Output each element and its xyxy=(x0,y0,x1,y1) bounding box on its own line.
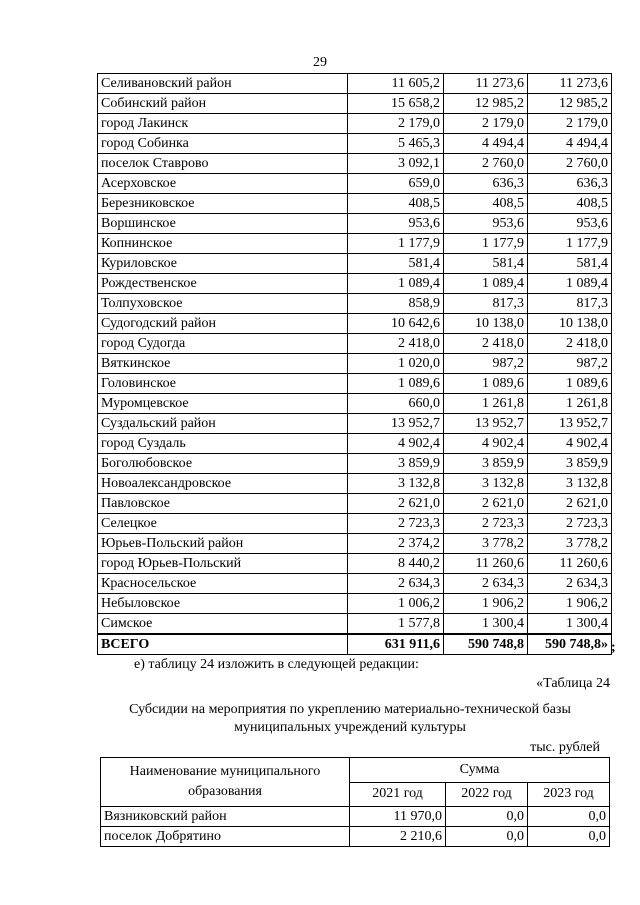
value-2023-cell: 2 179,0 xyxy=(528,114,612,134)
value-2023-cell: 3 778,2 xyxy=(528,534,612,554)
value-2021-cell: 858,9 xyxy=(348,294,444,314)
budget-table-body xyxy=(98,74,612,655)
value-2021-cell: 2 634,3 xyxy=(348,574,444,594)
value-2021-cell: 1 577,8 xyxy=(348,614,444,635)
table-row xyxy=(98,614,612,635)
value-2023-cell: 4 494,4 xyxy=(528,134,612,154)
value-2023-cell: 2 760,0 xyxy=(528,154,612,174)
value-2022-cell: 1 906,2 xyxy=(444,594,528,614)
municipality-cell: Красносельское xyxy=(98,574,348,594)
value-2023-cell: 953,6 xyxy=(528,214,612,234)
municipality-cell: Судогодский район xyxy=(98,314,348,334)
value-2021-cell: 659,0 xyxy=(348,174,444,194)
value-2022-cell: 11 260,6 xyxy=(444,554,528,574)
table-row xyxy=(98,374,612,394)
table-row xyxy=(98,194,612,214)
value-2022-cell: 2 621,0 xyxy=(444,494,528,514)
value-2022-cell: 0,0 xyxy=(446,827,528,847)
value-2022-cell: 3 859,9 xyxy=(444,454,528,474)
table-row xyxy=(98,254,612,274)
table-row xyxy=(101,807,610,827)
value-2023-cell: 3 132,8 xyxy=(528,474,612,494)
value-2021-cell: 2 210,6 xyxy=(350,827,446,847)
value-2021-cell: 1 089,4 xyxy=(348,274,444,294)
value-2023-cell: 1 261,8 xyxy=(528,394,612,414)
value-2021-cell: 3 859,9 xyxy=(348,454,444,474)
value-2021-cell: 5 465,3 xyxy=(348,134,444,154)
municipality-cell: Павловское xyxy=(98,494,348,514)
value-2022-cell: 636,3 xyxy=(444,174,528,194)
municipality-cell: город Лакинск xyxy=(98,114,348,134)
value-2022-cell: 1 300,4 xyxy=(444,614,528,635)
table-row xyxy=(98,234,612,254)
value-2022-cell: 3 132,8 xyxy=(444,474,528,494)
value-2022-cell: 1 089,6 xyxy=(444,374,528,394)
value-2023-cell: 581,4 xyxy=(528,254,612,274)
value-2023-cell: 1 906,2 xyxy=(528,594,612,614)
value-2023-cell: 2 723,3 xyxy=(528,514,612,534)
value-2021-cell: 3 132,8 xyxy=(348,474,444,494)
value-2023-cell: 2 634,3 xyxy=(528,574,612,594)
table-row xyxy=(98,594,612,614)
value-2022-cell: 408,5 xyxy=(444,194,528,214)
municipality-cell: город Судогда xyxy=(98,334,348,354)
table-row xyxy=(98,354,612,374)
table-row xyxy=(98,494,612,514)
value-2022-cell: 12 985,2 xyxy=(444,94,528,114)
total-2021: 631 911,6 xyxy=(348,634,444,655)
municipality-cell: Симское xyxy=(98,614,348,635)
value-2021-cell: 11 970,0 xyxy=(350,807,446,827)
municipality-cell: Куриловское xyxy=(98,254,348,274)
table-row xyxy=(98,394,612,414)
municipality-cell: Головинское xyxy=(98,374,348,394)
value-2023-cell: 11 273,6 xyxy=(528,74,612,94)
table-row xyxy=(98,534,612,554)
value-2023-cell: 2 621,0 xyxy=(528,494,612,514)
value-2023-cell: 1 300,4 xyxy=(528,614,612,635)
table-row xyxy=(98,574,612,594)
municipality-cell: Воршинское xyxy=(98,214,348,234)
municipality-cell: Боголюбовское xyxy=(98,454,348,474)
value-2021-cell: 2 418,0 xyxy=(348,334,444,354)
page-number: 29 xyxy=(313,55,327,70)
table-row xyxy=(98,174,612,194)
table-row xyxy=(98,154,612,174)
value-2021-cell: 1 020,0 xyxy=(348,354,444,374)
total-2023: 590 748,8» xyxy=(528,634,612,655)
municipality-cell: Селецкое xyxy=(98,514,348,534)
units-label: тыс. рублей xyxy=(530,740,600,755)
value-2023-cell: 817,3 xyxy=(528,294,612,314)
table-caption: «Таблица 24 xyxy=(536,676,610,691)
value-2021-cell: 2 723,3 xyxy=(348,514,444,534)
table-row xyxy=(101,827,610,847)
table-row xyxy=(98,554,612,574)
table-row xyxy=(98,274,612,294)
value-2023-cell: 2 418,0 xyxy=(528,334,612,354)
municipality-cell: Новоалександровское xyxy=(98,474,348,494)
value-2021-cell: 8 440,2 xyxy=(348,554,444,574)
value-2023-cell: 408,5 xyxy=(528,194,612,214)
municipality-cell: Рождественское xyxy=(98,274,348,294)
municipality-cell: Вяткинское xyxy=(98,354,348,374)
value-2022-cell: 581,4 xyxy=(444,254,528,274)
table-row xyxy=(98,94,612,114)
value-2023-cell: 636,3 xyxy=(528,174,612,194)
value-2021-cell: 11 605,2 xyxy=(348,74,444,94)
year-header-2021: 2021 год xyxy=(350,782,446,807)
table-title-line2: муниципальных учреждений культуры xyxy=(234,720,466,735)
value-2022-cell: 10 138,0 xyxy=(444,314,528,334)
municipality-cell: Муромцевское xyxy=(98,394,348,414)
value-2021-cell: 1 177,9 xyxy=(348,234,444,254)
value-2021-cell: 4 902,4 xyxy=(348,434,444,454)
table-row xyxy=(98,314,612,334)
value-2023-cell: 1 089,4 xyxy=(528,274,612,294)
municipality-cell: город Юрьев-Польский xyxy=(98,554,348,574)
table-row xyxy=(98,334,612,354)
value-2021-cell: 2 374,2 xyxy=(348,534,444,554)
value-2021-cell: 2 621,0 xyxy=(348,494,444,514)
value-2021-cell: 2 179,0 xyxy=(348,114,444,134)
value-2023-cell: 1 089,6 xyxy=(528,374,612,394)
value-2023-cell: 3 859,9 xyxy=(528,454,612,474)
value-2021-cell: 3 092,1 xyxy=(348,154,444,174)
value-2022-cell: 2 418,0 xyxy=(444,334,528,354)
value-2023-cell: 13 952,7 xyxy=(528,414,612,434)
value-2023-cell: 0,0 xyxy=(528,807,610,827)
value-2022-cell: 987,2 xyxy=(444,354,528,374)
value-2021-cell: 15 658,2 xyxy=(348,94,444,114)
value-2022-cell: 1 261,8 xyxy=(444,394,528,414)
municipality-cell: Небыловское xyxy=(98,594,348,614)
value-2023-cell: 11 260,6 xyxy=(528,554,612,574)
value-2022-cell: 1 177,9 xyxy=(444,234,528,254)
value-2022-cell: 3 778,2 xyxy=(444,534,528,554)
municipality-cell: Юрьев-Польский район xyxy=(98,534,348,554)
value-2021-cell: 581,4 xyxy=(348,254,444,274)
value-2023-cell: 0,0 xyxy=(528,827,610,847)
value-2023-cell: 12 985,2 xyxy=(528,94,612,114)
value-2021-cell: 408,5 xyxy=(348,194,444,214)
value-2022-cell: 4 494,4 xyxy=(444,134,528,154)
table-row xyxy=(98,414,612,434)
value-2022-cell: 2 179,0 xyxy=(444,114,528,134)
municipality-cell: Березниковское xyxy=(98,194,348,214)
value-2022-cell: 2 723,3 xyxy=(444,514,528,534)
value-2022-cell: 2 760,0 xyxy=(444,154,528,174)
year-header-2022: 2022 год xyxy=(446,782,528,807)
value-2022-cell: 13 952,7 xyxy=(444,414,528,434)
municipality-cell: Вязниковский район xyxy=(101,807,350,827)
municipality-cell: Суздальский район xyxy=(98,414,348,434)
value-2021-cell: 1 089,6 xyxy=(348,374,444,394)
table-row xyxy=(98,514,612,534)
municipality-cell: поселок Добрятино xyxy=(101,827,350,847)
value-2022-cell: 1 089,4 xyxy=(444,274,528,294)
total-row xyxy=(98,634,612,655)
table-row xyxy=(98,74,612,94)
value-2021-cell: 10 642,6 xyxy=(348,314,444,334)
value-2022-cell: 0,0 xyxy=(446,807,528,827)
value-2021-cell: 13 952,7 xyxy=(348,414,444,434)
value-2022-cell: 817,3 xyxy=(444,294,528,314)
table-title-line1: Субсидии на мероприятия по укреплению материально-технической базы xyxy=(129,702,571,717)
year-header-2023: 2023 год xyxy=(528,782,610,807)
value-2023-cell: 1 177,9 xyxy=(528,234,612,254)
table-row xyxy=(98,454,612,474)
table-row xyxy=(98,134,612,154)
instruction-text: е) таблицу 24 изложить в следующей редакции: xyxy=(134,657,419,672)
municipality-cell: Толпуховское xyxy=(98,294,348,314)
total-2022: 590 748,8 xyxy=(444,634,528,655)
value-2023-cell: 987,2 xyxy=(528,354,612,374)
value-2022-cell: 2 634,3 xyxy=(444,574,528,594)
value-2022-cell: 11 273,6 xyxy=(444,74,528,94)
municipality-cell: Асерховское xyxy=(98,174,348,194)
municipality-cell: город Суздаль xyxy=(98,434,348,454)
municipality-cell: Селивановский район xyxy=(98,74,348,94)
municipality-cell: город Собинка xyxy=(98,134,348,154)
table-row xyxy=(98,114,612,134)
value-2022-cell: 4 902,4 xyxy=(444,434,528,454)
municipality-cell: Копнинское xyxy=(98,234,348,254)
table-row xyxy=(98,434,612,454)
total-label: ВСЕГО xyxy=(98,634,348,655)
name-column-header: Наименование муниципального образования xyxy=(101,758,350,807)
budget-table xyxy=(97,73,612,655)
table-row xyxy=(98,474,612,494)
value-2022-cell: 953,6 xyxy=(444,214,528,234)
table-row xyxy=(98,294,612,314)
value-2021-cell: 660,0 xyxy=(348,394,444,414)
value-2023-cell: 10 138,0 xyxy=(528,314,612,334)
municipality-cell: поселок Ставрово xyxy=(98,154,348,174)
sum-column-header: Сумма xyxy=(350,758,610,783)
subsidy-table-body xyxy=(101,807,610,847)
table-row xyxy=(98,214,612,234)
municipality-cell: Собинский район xyxy=(98,94,348,114)
total-suffix: ; xyxy=(611,640,616,655)
value-2021-cell: 1 006,2 xyxy=(348,594,444,614)
value-2021-cell: 953,6 xyxy=(348,214,444,234)
subsidy-table xyxy=(100,757,610,847)
value-2023-cell: 4 902,4 xyxy=(528,434,612,454)
